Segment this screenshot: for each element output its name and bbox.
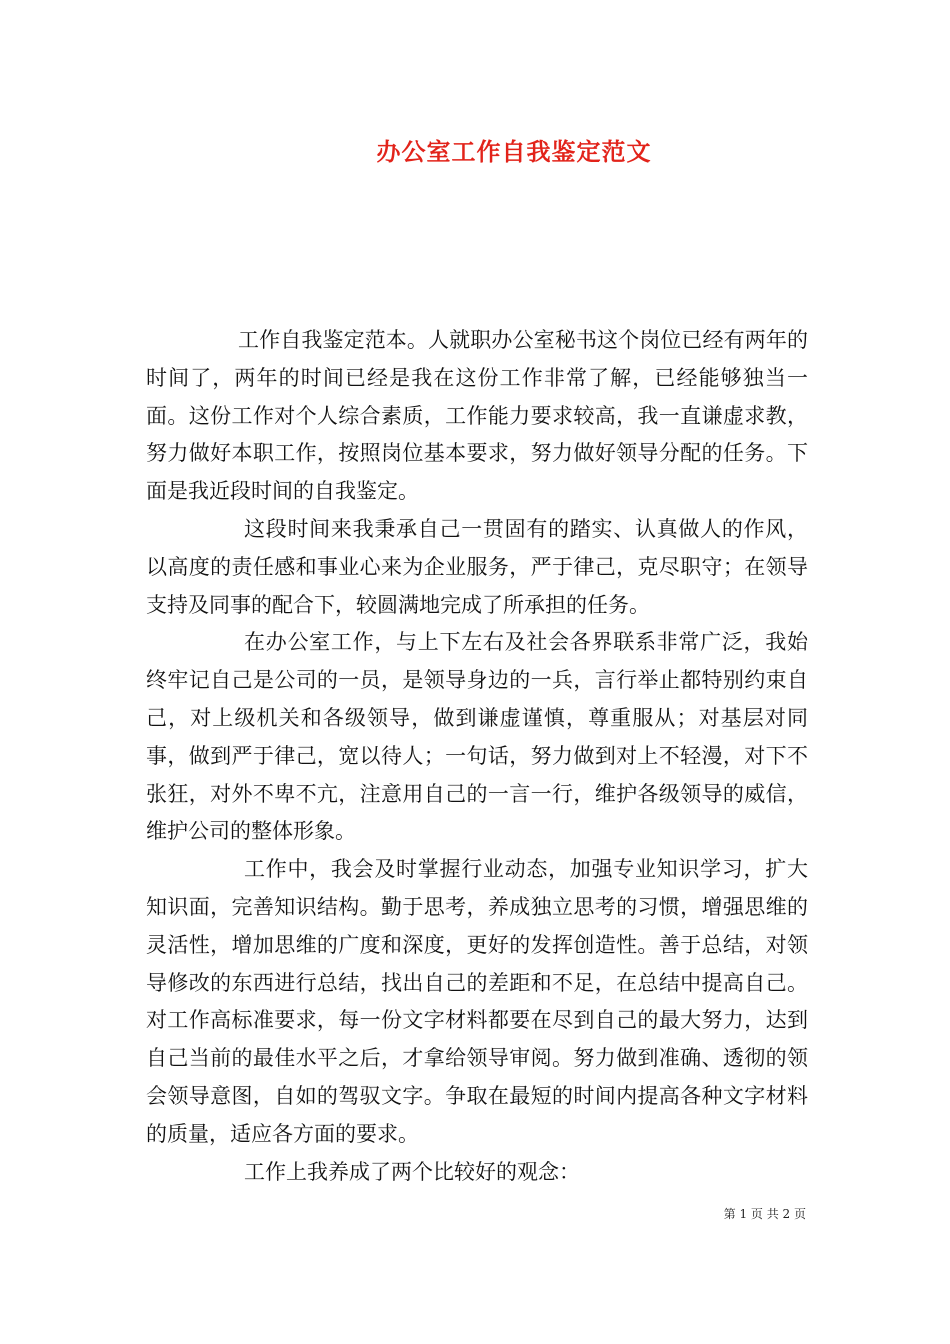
- document-body: [146, 322, 808, 1191]
- document-title: 办公室工作自我鉴定范文: [376, 137, 652, 166]
- paragraph-1: 工作自我鉴定范本。人就职办公室秘书这个岗位已经有两年的时间了，两年的时间已经是我在这份工作非常了解，已经能够独当一面。这份工作对个人综合素质，工作能力要求较高，我一直谦虚求教，努力做好本职工作，按照岗位基本要求，努力做好领导分配的任务。下面是我近段时间的自我鉴定。: [146, 328, 808, 504]
- paragraph-3: 在办公室工作，与上下左右及社会各界联系非常广泛，我始终牢记自己是公司的一员，是领导身边的一兵，言行举止都特别约束自己，对上级机关和各级领导，做到谦虚谨慎，尊重服从；对基层对同事，做到严于律己，宽以待人；一句话，努力做到对上不轻漫，对下不张狂，对外不卑不亢，注意用自己的一言一行，维护各级领导的威信，维护公司的整体形象。: [146, 630, 808, 844]
- paragraph-4: 工作中，我会及时掌握行业动态，加强专业知识学习，扩大知识面，完善知识结构。勤于思考，养成独立思考的习惯，增强思维的灵活性，增加思维的广度和深度，更好的发挥创造性。善于总结，对领导修改的东西进行总结，找出自己的差距和不足，在总结中提高自己。对工作高标准要求，每一份文字材料都要在尽到自己的最大努力，达到自己当前的最佳水平之后，才拿给领导审阅。努力做到准确、透彻的领会领导意图，自如的驾驭文字。争取在最短的时间内提高各种文字材料的质量，适应各方面的要求。: [146, 857, 808, 1146]
- paragraph-2: 这段时间来我秉承自己一贯固有的踏实、认真做人的作风，以高度的责任感和事业心来为企业服务，严于律己，克尽职守；在领导支持及同事的配合下，较圆满地完成了所承担的任务。: [146, 516, 808, 617]
- paragraph-5: 工作上我养成了两个比较好的观念：: [244, 1159, 580, 1184]
- page-number-footer: 第 1 页 共 2 页: [723, 1207, 806, 1221]
